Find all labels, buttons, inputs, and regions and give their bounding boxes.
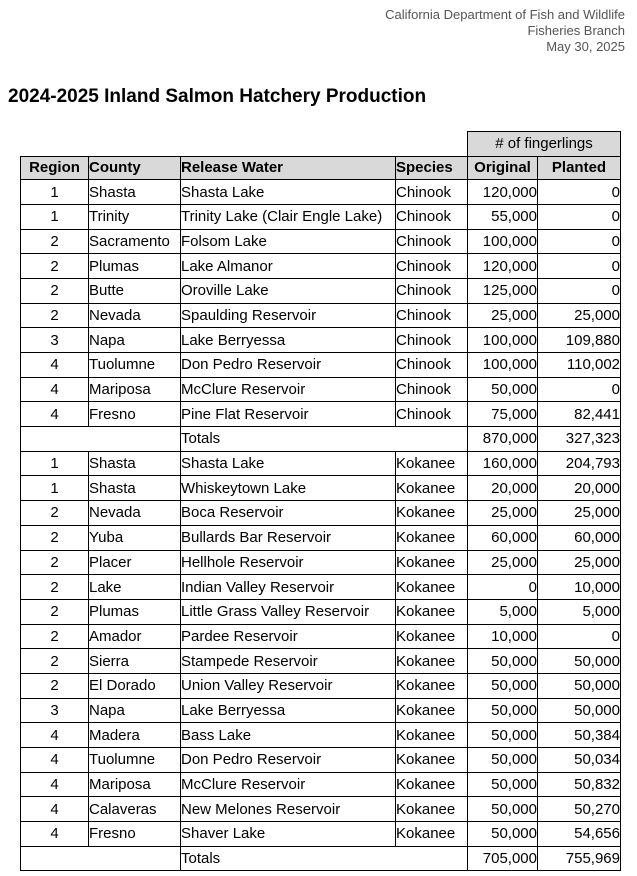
table-row (21, 599, 621, 624)
table-row (21, 377, 621, 402)
county-cell: Nevada (89, 501, 181, 526)
planted-cell: 50,000 (538, 673, 621, 698)
species-cell: Chinook (396, 278, 468, 303)
table-row (21, 353, 621, 378)
species-cell: Chinook (396, 229, 468, 254)
county-cell: Nevada (89, 303, 181, 328)
column-header-county: County (89, 156, 181, 180)
original-cell: 25,000 (468, 501, 538, 526)
release-water-cell: Lake Berryessa (181, 328, 396, 353)
original-cell: 60,000 (468, 525, 538, 550)
species-cell: Kokanee (396, 772, 468, 797)
region-cell: 4 (21, 772, 89, 797)
species-cell: Kokanee (396, 673, 468, 698)
planted-cell: 50,034 (538, 748, 621, 773)
totals-label-cell: Totals (181, 427, 468, 452)
region-cell: 2 (21, 673, 89, 698)
region-cell: 3 (21, 698, 89, 723)
table-row (21, 328, 621, 353)
region-cell: 2 (21, 624, 89, 649)
county-cell: Plumas (89, 599, 181, 624)
species-cell: Chinook (396, 254, 468, 279)
table-row (21, 550, 621, 575)
planted-cell: 25,000 (538, 303, 621, 328)
release-water-cell: Oroville Lake (181, 278, 396, 303)
release-water-cell: Whiskeytown Lake (181, 476, 396, 501)
original-cell: 125,000 (468, 278, 538, 303)
county-cell: Tuolumne (89, 748, 181, 773)
table-row (21, 501, 621, 526)
original-cell: 120,000 (468, 180, 538, 205)
county-cell: Mariposa (89, 772, 181, 797)
release-water-cell: Boca Reservoir (181, 501, 396, 526)
region-cell: 2 (21, 525, 89, 550)
species-cell: Chinook (396, 180, 468, 205)
original-cell: 50,000 (468, 822, 538, 847)
totals-original-cell: 870,000 (468, 427, 538, 452)
region-cell: 1 (21, 476, 89, 501)
table-row (21, 649, 621, 674)
species-cell: Chinook (396, 353, 468, 378)
planted-cell: 0 (538, 229, 621, 254)
species-cell: Kokanee (396, 822, 468, 847)
totals-blank-cell (21, 427, 181, 452)
column-header-planted: Planted (538, 156, 621, 180)
table-row (21, 772, 621, 797)
county-cell: Napa (89, 328, 181, 353)
table-row (21, 525, 621, 550)
county-cell: Shasta (89, 451, 181, 476)
planted-cell: 50,000 (538, 698, 621, 723)
totals-row (21, 846, 621, 871)
original-cell: 50,000 (468, 698, 538, 723)
release-water-cell: Lake Berryessa (181, 698, 396, 723)
table-row (21, 723, 621, 748)
planted-cell: 50,000 (538, 649, 621, 674)
release-water-cell: Shasta Lake (181, 451, 396, 476)
original-cell: 75,000 (468, 402, 538, 427)
table-row (21, 204, 621, 229)
table-row (21, 575, 621, 600)
table-row (21, 451, 621, 476)
planted-cell: 25,000 (538, 550, 621, 575)
column-header-region: Region (21, 156, 89, 180)
county-cell: Fresno (89, 402, 181, 427)
planted-cell: 109,880 (538, 328, 621, 353)
release-water-cell: Hellhole Reservoir (181, 550, 396, 575)
original-cell: 25,000 (468, 303, 538, 328)
planted-cell: 82,441 (538, 402, 621, 427)
region-cell: 4 (21, 377, 89, 402)
region-cell: 4 (21, 797, 89, 822)
original-cell: 5,000 (468, 599, 538, 624)
species-cell: Kokanee (396, 698, 468, 723)
species-cell: Kokanee (396, 649, 468, 674)
fingerlings-group-row (21, 132, 621, 157)
totals-planted-cell: 327,323 (538, 427, 621, 452)
county-cell: El Dorado (89, 673, 181, 698)
original-cell: 25,000 (468, 550, 538, 575)
original-cell: 50,000 (468, 377, 538, 402)
totals-label-cell: Totals (181, 846, 468, 871)
county-cell: Placer (89, 550, 181, 575)
county-cell: Tuolumne (89, 353, 181, 378)
release-water-cell: Folsom Lake (181, 229, 396, 254)
planted-cell: 0 (538, 377, 621, 402)
planted-cell: 50,384 (538, 723, 621, 748)
region-cell: 2 (21, 649, 89, 674)
original-cell: 100,000 (468, 353, 538, 378)
release-water-cell: Spaulding Reservoir (181, 303, 396, 328)
planted-cell: 0 (538, 204, 621, 229)
species-cell: Kokanee (396, 748, 468, 773)
county-cell: Sacramento (89, 229, 181, 254)
planted-cell: 0 (538, 254, 621, 279)
original-cell: 100,000 (468, 229, 538, 254)
species-cell: Chinook (396, 377, 468, 402)
planted-cell: 25,000 (538, 501, 621, 526)
planted-cell: 10,000 (538, 575, 621, 600)
release-water-cell: Stampede Reservoir (181, 649, 396, 674)
original-cell: 10,000 (468, 624, 538, 649)
release-water-cell: Don Pedro Reservoir (181, 353, 396, 378)
table-row (21, 278, 621, 303)
species-cell: Kokanee (396, 599, 468, 624)
column-header-species: Species (396, 156, 468, 180)
table-row (21, 303, 621, 328)
table-row (21, 180, 621, 205)
release-water-cell: McClure Reservoir (181, 377, 396, 402)
planted-cell: 50,270 (538, 797, 621, 822)
county-cell: Butte (89, 278, 181, 303)
table-header-row (21, 156, 621, 180)
release-water-cell: Shaver Lake (181, 822, 396, 847)
planted-cell: 60,000 (538, 525, 621, 550)
region-cell: 2 (21, 254, 89, 279)
table-row (21, 797, 621, 822)
release-water-cell: McClure Reservoir (181, 772, 396, 797)
county-cell: Amador (89, 624, 181, 649)
region-cell: 2 (21, 501, 89, 526)
region-cell: 1 (21, 180, 89, 205)
letterhead-date: May 30, 2025 (546, 39, 625, 54)
region-cell: 4 (21, 723, 89, 748)
totals-blank-cell (21, 846, 181, 871)
original-cell: 55,000 (468, 204, 538, 229)
column-header-original: Original (468, 156, 538, 180)
original-cell: 0 (468, 575, 538, 600)
species-cell: Kokanee (396, 451, 468, 476)
county-cell: Plumas (89, 254, 181, 279)
table-row (21, 698, 621, 723)
release-water-cell: Pardee Reservoir (181, 624, 396, 649)
region-cell: 1 (21, 204, 89, 229)
original-cell: 50,000 (468, 772, 538, 797)
table-row (21, 822, 621, 847)
group-row-spacer (21, 132, 468, 157)
page-title: 2024-2025 Inland Salmon Hatchery Production (8, 86, 427, 107)
region-cell: 4 (21, 402, 89, 427)
totals-original-cell: 705,000 (468, 846, 538, 871)
release-water-cell: Bass Lake (181, 723, 396, 748)
original-cell: 20,000 (468, 476, 538, 501)
county-cell: Fresno (89, 822, 181, 847)
region-cell: 3 (21, 328, 89, 353)
planted-cell: 54,656 (538, 822, 621, 847)
region-cell: 2 (21, 229, 89, 254)
release-water-cell: Pine Flat Reservoir (181, 402, 396, 427)
planted-cell: 20,000 (538, 476, 621, 501)
totals-planted-cell: 755,969 (538, 846, 621, 871)
totals-row (21, 427, 621, 452)
original-cell: 160,000 (468, 451, 538, 476)
release-water-cell: Little Grass Valley Reservoir (181, 599, 396, 624)
county-cell: Shasta (89, 476, 181, 501)
planted-cell: 0 (538, 624, 621, 649)
county-cell: Napa (89, 698, 181, 723)
letterhead-agency: California Department of Fish and Wildlife (385, 7, 625, 22)
county-cell: Calaveras (89, 797, 181, 822)
column-header-release-water: Release Water (181, 156, 396, 180)
county-cell: Shasta (89, 180, 181, 205)
county-cell: Yuba (89, 525, 181, 550)
release-water-cell: Indian Valley Reservoir (181, 575, 396, 600)
original-cell: 120,000 (468, 254, 538, 279)
species-cell: Kokanee (396, 550, 468, 575)
letterhead-branch: Fisheries Branch (527, 23, 625, 38)
original-cell: 50,000 (468, 748, 538, 773)
original-cell: 50,000 (468, 797, 538, 822)
original-cell: 50,000 (468, 723, 538, 748)
release-water-cell: Bullards Bar Reservoir (181, 525, 396, 550)
planted-cell: 110,002 (538, 353, 621, 378)
species-cell: Kokanee (396, 476, 468, 501)
region-cell: 4 (21, 822, 89, 847)
original-cell: 50,000 (468, 649, 538, 674)
planted-cell: 50,832 (538, 772, 621, 797)
species-cell: Chinook (396, 303, 468, 328)
table-row (21, 402, 621, 427)
table-row (21, 673, 621, 698)
region-cell: 2 (21, 303, 89, 328)
county-cell: Trinity (89, 204, 181, 229)
county-cell: Mariposa (89, 377, 181, 402)
release-water-cell: Union Valley Reservoir (181, 673, 396, 698)
species-cell: Kokanee (396, 501, 468, 526)
table-row (21, 624, 621, 649)
species-cell: Kokanee (396, 797, 468, 822)
region-cell: 4 (21, 353, 89, 378)
table-row (21, 254, 621, 279)
county-cell: Sierra (89, 649, 181, 674)
release-water-cell: Shasta Lake (181, 180, 396, 205)
species-cell: Chinook (396, 328, 468, 353)
original-cell: 50,000 (468, 673, 538, 698)
planted-cell: 5,000 (538, 599, 621, 624)
table-row (21, 476, 621, 501)
species-cell: Chinook (396, 204, 468, 229)
species-cell: Kokanee (396, 723, 468, 748)
letterhead (385, 7, 625, 55)
fingerlings-group-header: # of fingerlings (468, 132, 621, 157)
release-water-cell: New Melones Reservoir (181, 797, 396, 822)
region-cell: 2 (21, 278, 89, 303)
region-cell: 1 (21, 451, 89, 476)
region-cell: 2 (21, 575, 89, 600)
table-row (21, 748, 621, 773)
release-water-cell: Lake Almanor (181, 254, 396, 279)
hatchery-production-table (20, 131, 621, 871)
species-cell: Kokanee (396, 525, 468, 550)
release-water-cell: Trinity Lake (Clair Engle Lake) (181, 204, 396, 229)
region-cell: 2 (21, 599, 89, 624)
species-cell: Chinook (396, 402, 468, 427)
region-cell: 2 (21, 550, 89, 575)
release-water-cell: Don Pedro Reservoir (181, 748, 396, 773)
region-cell: 4 (21, 748, 89, 773)
species-cell: Kokanee (396, 575, 468, 600)
planted-cell: 204,793 (538, 451, 621, 476)
original-cell: 100,000 (468, 328, 538, 353)
species-cell: Kokanee (396, 624, 468, 649)
table-row (21, 229, 621, 254)
planted-cell: 0 (538, 278, 621, 303)
planted-cell: 0 (538, 180, 621, 205)
county-cell: Madera (89, 723, 181, 748)
county-cell: Lake (89, 575, 181, 600)
